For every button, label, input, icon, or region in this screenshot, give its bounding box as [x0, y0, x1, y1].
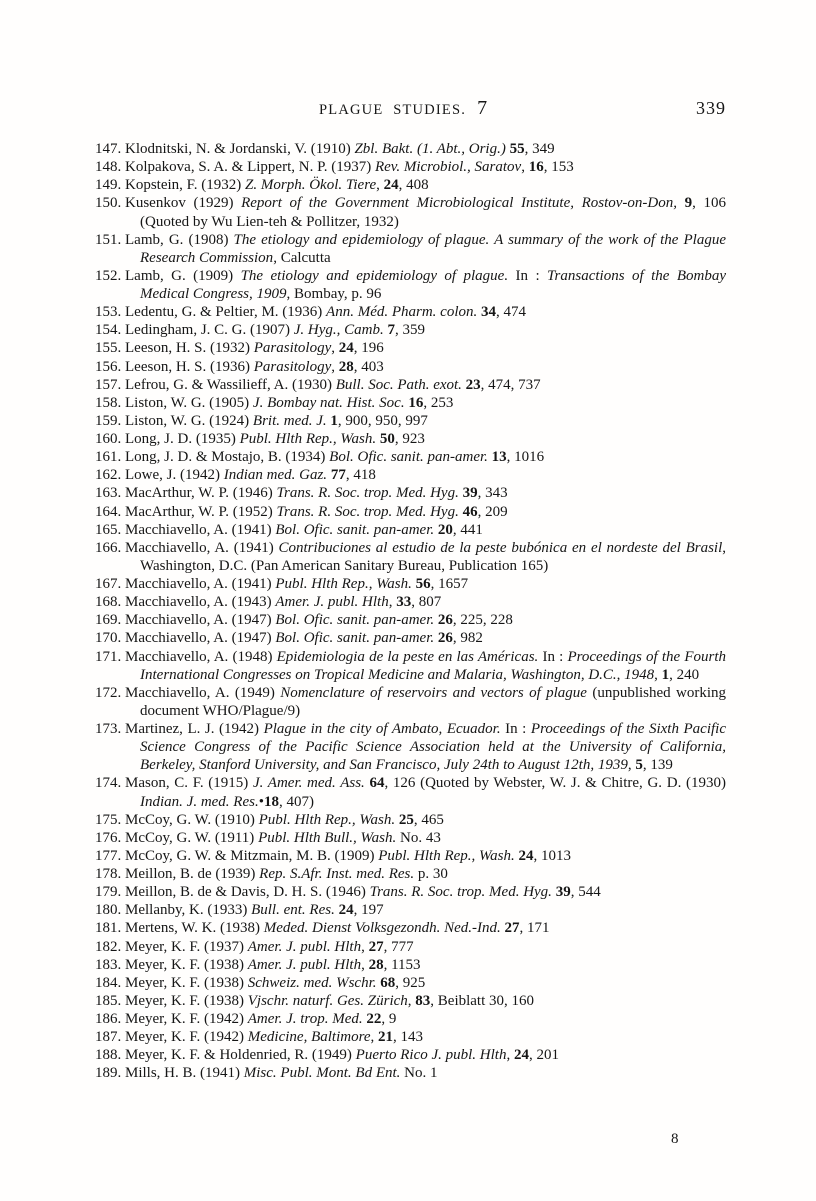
- reference-text-segment: , 9: [381, 1011, 397, 1027]
- reference-text-segment: Meyer, K. F. (1937): [125, 938, 248, 955]
- reference-text-segment: 39: [462, 485, 478, 502]
- reference-text-segment: ,: [370, 1029, 379, 1046]
- reference-text-segment: Indian. J. med. Res.: [140, 793, 259, 810]
- reference-item: [95, 684, 726, 720]
- reference-item: [95, 376, 726, 394]
- reference-text-segment: McCoy, G. W. (1911): [125, 829, 259, 846]
- reference-text-segment: No. 43: [396, 829, 441, 846]
- reference-text-segment: , Beiblatt 30, 160: [430, 992, 535, 1009]
- reference-number: 152.: [95, 267, 122, 284]
- reference-text-segment: Schweiz. med. Wschr.: [247, 974, 381, 991]
- reference-text-segment: , 106 (Quoted by Wu Lien-teh & Pollitzer, 1932): [140, 195, 726, 230]
- reference-number: 170.: [95, 630, 122, 647]
- running-title: [319, 98, 487, 120]
- reference-text-segment: Meyer, K. F. (1938): [125, 974, 248, 991]
- page-header: [95, 98, 726, 122]
- reference-text-segment: Ann. Méd. Pharm. colon.: [326, 304, 482, 321]
- reference-text-segment: , 126 (Quoted by Webster, W. J. & Chitre, G. D. (1930): [384, 775, 726, 792]
- reference-text-segment: Misc. Publ. Mont. Bd Ent.: [243, 1065, 401, 1082]
- reference-number: 180.: [95, 902, 122, 919]
- reference-item: [95, 140, 726, 158]
- part-number: 7: [477, 97, 488, 119]
- reference-text-segment: 21: [378, 1029, 394, 1046]
- reference-item: [95, 412, 726, 430]
- reference-number: 148.: [95, 159, 122, 176]
- reference-text-segment: MacArthur, W. P. (1952): [125, 503, 277, 520]
- reference-text-segment: Kolpakova, S. A. & Lippert, N. P. (1937): [125, 159, 375, 176]
- reference-item: [95, 539, 726, 575]
- reference-text-segment: J. Bombay nat. Hist. Soc.: [252, 394, 409, 411]
- reference-text-segment: 22: [366, 1011, 382, 1027]
- reference-text-segment: Liston, W. G. (1924): [125, 412, 253, 429]
- reference-text-segment: 18: [263, 793, 279, 810]
- reference-text-segment: Leeson, H. S. (1936): [125, 358, 254, 375]
- reference-text-segment: 1: [661, 666, 670, 683]
- reference-item: [95, 919, 726, 937]
- reference-text-segment: 33: [396, 594, 412, 611]
- reference-number: 181.: [95, 920, 122, 937]
- reference-text-segment: Macchiavello, A. (1941): [125, 521, 276, 538]
- reference-item: [95, 430, 726, 448]
- reference-text-segment: Meyer, K. F. (1938): [125, 956, 248, 973]
- reference-text-segment: , 923: [394, 431, 425, 447]
- reference-text-segment: 34: [481, 304, 497, 321]
- reference-text-segment: Long, J. D. (1935): [125, 431, 240, 447]
- reference-text-segment: Lefrou, G. & Wassilieff, A. (1930): [125, 376, 336, 393]
- reference-text-segment: 24: [518, 847, 534, 864]
- reference-item: [95, 575, 726, 593]
- reference-text-segment: Brit. med. J.: [252, 412, 331, 429]
- reference-text-segment: Z. Morph. Ökol. Tiere: [245, 177, 377, 194]
- reference-text-segment: , 196: [353, 340, 384, 357]
- reference-text-segment: Meillon, B. de & Davis, D. H. S. (1946): [125, 884, 370, 901]
- reference-text-segment: Bol. Ofic. sanit. pan-amer.: [329, 449, 492, 466]
- reference-text-segment: Kopstein, F. (1932): [125, 177, 246, 194]
- reference-text-segment: 26: [437, 612, 453, 629]
- reference-number: 158.: [95, 394, 122, 411]
- reference-text-segment: 23: [465, 376, 481, 393]
- reference-item: [95, 1046, 726, 1064]
- reference-text-segment: 16: [408, 394, 424, 411]
- reference-number: 161.: [95, 449, 122, 466]
- reference-number: 175.: [95, 811, 122, 828]
- reference-text-segment: 39: [555, 884, 571, 901]
- reference-list: [95, 140, 726, 1083]
- reference-text-segment: ,: [407, 992, 416, 1009]
- reference-number: 147.: [95, 141, 122, 157]
- reference-text-segment: Bull. ent. Res.: [251, 902, 339, 919]
- reference-item: [95, 466, 726, 484]
- reference-text-segment: Mason, C. F. (1915): [125, 775, 253, 792]
- reference-text-segment: Amer. J. publ. Hlth: [247, 956, 362, 973]
- reference-item: [95, 901, 726, 919]
- running-title-text: PLAGUE STUDIES.: [319, 102, 467, 118]
- reference-text-segment: Report of the Government Microbiological Institute, Rostov-on-Don,: [241, 195, 685, 212]
- reference-text-segment: 28: [338, 358, 354, 375]
- reference-text-segment: Medicine, Baltimore: [247, 1029, 371, 1046]
- reference-text-segment: Contribuciones al estudio de la peste bubónica en el nordeste del Brasil: [278, 539, 723, 556]
- reference-number: 167.: [95, 576, 122, 592]
- reference-text-segment: 28: [368, 956, 384, 973]
- reference-text-segment: ,: [388, 594, 397, 611]
- reference-text-segment: , 1657: [430, 576, 469, 592]
- reference-text-segment: , 544: [570, 884, 601, 901]
- reference-item: [95, 629, 726, 647]
- reference-text-segment: Liston, W. G. (1905): [125, 394, 253, 411]
- reference-text-segment: Mertens, W. K. (1938): [125, 920, 264, 937]
- reference-text-segment: , 197: [353, 902, 384, 919]
- reference-text-segment: , 408: [398, 177, 429, 194]
- reference-text-segment: Trans. R. Soc. trop. Med. Hyg.: [276, 485, 463, 502]
- reference-text-segment: ,: [627, 757, 636, 774]
- reference-number: 157.: [95, 376, 122, 393]
- reference-number: 173.: [95, 721, 122, 737]
- reference-text-segment: 77: [330, 467, 346, 484]
- reference-item: [95, 267, 726, 303]
- reference-item: [95, 883, 726, 901]
- reference-number: 162.: [95, 467, 122, 484]
- reference-text-segment: 26: [437, 630, 453, 647]
- reference-text-segment: , 225, 228: [452, 612, 513, 629]
- reference-number: 177.: [95, 847, 122, 864]
- reference-text-segment: , 240: [669, 666, 700, 683]
- reference-text-segment: 25: [398, 811, 414, 828]
- reference-text-segment: Transactions of the Bombay Medical Congress, 1909: [140, 267, 726, 302]
- reference-text-segment: Macchiavello, A. (1943): [125, 594, 276, 611]
- reference-number: 184.: [95, 974, 122, 991]
- reference-text-segment: Bull. Soc. Path. exot.: [335, 376, 466, 393]
- reference-text-segment: Bol. Ofic. sanit. pan-amer.: [275, 630, 438, 647]
- reference-text-segment: 46: [462, 503, 478, 520]
- reference-text-segment: Amer. J. publ. Hlth: [275, 594, 389, 611]
- reference-text-segment: , 1153: [383, 956, 421, 973]
- reference-item: [95, 303, 726, 321]
- reference-text-segment: Macchiavello, A. (1948): [125, 648, 277, 665]
- reference-text-segment: 24: [383, 177, 399, 194]
- reference-item: [95, 720, 726, 774]
- reference-text-segment: , 441: [452, 521, 483, 538]
- reference-text-segment: , Calcutta: [273, 249, 331, 266]
- reference-number: 178.: [95, 866, 122, 882]
- reference-number: 149.: [95, 177, 122, 194]
- reference-number: 155.: [95, 340, 122, 357]
- reference-text-segment: 68: [380, 974, 396, 991]
- reference-item: [95, 521, 726, 539]
- reference-text-segment: Trans. R. Soc. trop. Med. Hyg.: [276, 503, 463, 520]
- reference-text-segment: 1: [330, 412, 338, 429]
- reference-item: [95, 1010, 726, 1028]
- reference-item: [95, 593, 726, 611]
- reference-number: 179.: [95, 884, 122, 901]
- reference-text-segment: 24: [338, 902, 354, 919]
- reference-text-segment: Long, J. D. & Mostajo, B. (1934): [125, 449, 330, 466]
- reference-text-segment: (unpublished working document WHO/Plague/9): [140, 684, 726, 719]
- reference-text-segment: In :: [515, 267, 548, 284]
- reference-text-segment: 64: [369, 775, 385, 792]
- reference-text-segment: Lowe, J. (1942): [125, 467, 224, 484]
- reference-item: [95, 321, 726, 339]
- reference-text-segment: , 900, 950, 997: [337, 412, 428, 429]
- reference-number: 186.: [95, 1011, 122, 1027]
- reference-text-segment: ,: [506, 1047, 514, 1064]
- reference-text-segment: Ledentu, G. & Peltier, M. (1936): [125, 304, 327, 321]
- reference-text-segment: Bol. Ofic. sanit. pan-amer.: [275, 612, 438, 629]
- reference-text-segment: , 139: [642, 757, 673, 774]
- reference-text-segment: Publ. Hlth Rep., Wash.: [275, 576, 416, 592]
- reference-number: 169.: [95, 612, 122, 629]
- reference-text-segment: Amer. J. publ. Hlth: [247, 938, 362, 955]
- reference-text-segment: 7: [387, 322, 395, 339]
- reference-text-segment: , 465: [413, 811, 444, 828]
- reference-text-segment: Lamb, G. (1908): [125, 231, 234, 248]
- reference-text-segment: Macchiavello, A. (1949): [125, 684, 281, 701]
- reference-number: 185.: [95, 992, 122, 1009]
- reference-text-segment: , 209: [477, 503, 508, 520]
- reference-text-segment: , 171: [519, 920, 550, 937]
- reference-text-segment: 27: [368, 938, 384, 955]
- reference-text-segment: Lamb, G. (1909): [125, 267, 241, 284]
- reference-text-segment: Nomenclature of reservoirs and vectors of plague: [280, 684, 587, 701]
- reference-text-segment: ,: [521, 159, 529, 176]
- reference-text-segment: , 418: [345, 467, 376, 484]
- reference-text-segment: Publ. Hlth Bull., Wash.: [258, 829, 397, 846]
- reference-text-segment: Puerto Rico J. publ. Hlth: [355, 1047, 507, 1064]
- reference-item: [95, 1028, 726, 1046]
- reference-text-segment: , 253: [423, 394, 454, 411]
- reference-text-segment: , Bombay, p. 96: [286, 286, 382, 302]
- reference-item: [95, 974, 726, 992]
- reference-text-segment: Proceedings of the Fourth International Congresses on Tropical Medicine and Malaria, Washington, D.C., 1948: [140, 648, 726, 683]
- reference-text-segment: , 807: [411, 594, 442, 611]
- reference-text-segment: 20: [437, 521, 453, 538]
- reference-item: [95, 339, 726, 357]
- reference-text-segment: 24: [513, 1047, 529, 1064]
- reference-text-segment: ,: [331, 340, 339, 357]
- reference-text-segment: Martinez, L. J. (1942): [125, 721, 264, 737]
- reference-text-segment: No. 1: [400, 1065, 438, 1082]
- reference-text-segment: , 143: [393, 1029, 424, 1046]
- reference-text-segment: 83: [415, 992, 431, 1009]
- reference-number: 176.: [95, 829, 122, 846]
- reference-text-segment: , 359: [394, 322, 425, 339]
- reference-text-segment: J. Hyg., Camb.: [293, 322, 388, 339]
- reference-number: 156.: [95, 358, 122, 375]
- reference-text-segment: Trans. R. Soc. trop. Med. Hyg.: [369, 884, 556, 901]
- reference-item: [95, 811, 726, 829]
- reference-number: 187.: [95, 1029, 122, 1046]
- reference-text-segment: •: [258, 793, 264, 810]
- reference-text-segment: , Washington, D.C. (Pan American Sanitary Bureau, Publication 165): [140, 539, 726, 574]
- reference-text-segment: ,: [361, 956, 369, 973]
- reference-text-segment: Parasitology: [253, 358, 332, 375]
- reference-number: 166.: [95, 539, 122, 556]
- reference-text-segment: , 343: [477, 485, 508, 502]
- reference-number: 150.: [95, 195, 122, 212]
- reference-item: [95, 611, 726, 629]
- reference-number: 189.: [95, 1065, 122, 1082]
- reference-text-segment: , 474, 737: [480, 376, 541, 393]
- reference-text-segment: 55: [509, 141, 525, 157]
- reference-item: [95, 394, 726, 412]
- reference-number: 163.: [95, 485, 122, 502]
- reference-text-segment: , 925: [395, 974, 426, 991]
- reference-text-segment: Rev. Microbiol., Saratov: [374, 159, 522, 176]
- reference-text-segment: , 403: [353, 358, 384, 375]
- reference-item: [95, 358, 726, 376]
- reference-text-segment: Epidemiologia de la peste en las Américas.: [276, 648, 543, 665]
- reference-text-segment: Publ. Hlth Rep., Wash.: [239, 431, 380, 447]
- reference-text-segment: Bol. Ofic. sanit. pan-amer.: [275, 521, 438, 538]
- reference-text-segment: , 982: [452, 630, 483, 647]
- reference-text-segment: 50: [379, 431, 395, 447]
- reference-number: 154.: [95, 322, 122, 339]
- reference-text-segment: Parasitology: [253, 340, 332, 357]
- reference-text-segment: Meded. Dienst Volksgezondh. Ned.-Ind.: [263, 920, 505, 937]
- reference-text-segment: Macchiavello, A. (1941): [125, 539, 279, 556]
- reference-text-segment: Meillon, B. de (1939): [125, 866, 260, 882]
- reference-text-segment: Ledingham, J. C. G. (1907): [125, 322, 294, 339]
- reference-number: 159.: [95, 412, 122, 429]
- reference-number: 183.: [95, 956, 122, 973]
- reference-text-segment: The etiology and epidemiology of plague. A summary of the work of the Plague Research Commission: [140, 231, 726, 266]
- reference-text-segment: , 474: [496, 304, 527, 321]
- reference-text-segment: Leeson, H. S. (1932): [125, 340, 254, 357]
- reference-text-segment: ,: [361, 938, 369, 955]
- reference-text-segment: Publ. Hlth Rep., Wash.: [378, 847, 519, 864]
- reference-item: [95, 194, 726, 230]
- reference-number: 188.: [95, 1047, 122, 1064]
- reference-text-segment: ,: [654, 666, 662, 683]
- reference-item: [95, 158, 726, 176]
- reference-text-segment: McCoy, G. W. & Mitzmain, M. B. (1909): [125, 847, 379, 864]
- reference-text-segment: Meyer, K. F. (1942): [125, 1011, 248, 1027]
- reference-item: [95, 847, 726, 865]
- reference-item: [95, 938, 726, 956]
- reference-text-segment: Macchiavello, A. (1941): [125, 576, 276, 592]
- reference-text-segment: 16: [528, 159, 544, 176]
- reference-number: 164.: [95, 503, 122, 520]
- reference-number: 171.: [95, 648, 122, 665]
- reference-text-segment: Plague in the city of Ambato, Ecuador.: [263, 721, 506, 737]
- reference-item: [95, 774, 726, 810]
- reference-text-segment: Publ. Hlth Rep., Wash.: [258, 811, 399, 828]
- reference-item: [95, 176, 726, 194]
- reference-text-segment: 13: [491, 449, 507, 466]
- reference-item: [95, 503, 726, 521]
- reference-number: 160.: [95, 431, 122, 447]
- reference-text-segment: J. Amer. med. Ass.: [252, 775, 370, 792]
- reference-text-segment: 24: [338, 340, 354, 357]
- reference-text-segment: McCoy, G. W. (1910): [125, 811, 259, 828]
- reference-text-segment: In :: [505, 721, 531, 737]
- reference-text-segment: 9: [684, 195, 693, 212]
- reference-text-segment: Meyer, K. F. & Holdenried, R. (1949): [125, 1047, 356, 1064]
- reference-item: [95, 231, 726, 267]
- reference-number: 182.: [95, 938, 122, 955]
- reference-text-segment: Macchiavello, A. (1947): [125, 612, 276, 629]
- reference-item: [95, 956, 726, 974]
- reference-text-segment: Indian med. Gaz.: [223, 467, 331, 484]
- reference-text-segment: The etiology and epidemiology of plague.: [240, 267, 516, 284]
- reference-text-segment: Amer. J. trop. Med.: [247, 1011, 367, 1027]
- reference-text-segment: Klodnitski, N. & Jordanski, V. (1910): [125, 141, 355, 157]
- reference-text-segment: MacArthur, W. P. (1946): [125, 485, 277, 502]
- reference-text-segment: 56: [415, 576, 431, 592]
- reference-text-segment: , 777: [383, 938, 414, 955]
- reference-item: [95, 865, 726, 883]
- reference-text-segment: Kusenkov (1929): [125, 195, 242, 212]
- signature-mark: 8: [671, 1131, 679, 1147]
- reference-item: [95, 448, 726, 466]
- reference-text-segment: 27: [504, 920, 520, 937]
- reference-text-segment: , 349: [524, 141, 555, 157]
- reference-text-segment: Mills, H. B. (1941): [125, 1065, 244, 1082]
- reference-text-segment: Rep. S.Afr. Inst. med. Res.: [259, 866, 415, 882]
- reference-text-segment: Meyer, K. F. (1938): [125, 992, 248, 1009]
- reference-text-segment: Meyer, K. F. (1942): [125, 1029, 248, 1046]
- reference-text-segment: Macchiavello, A. (1947): [125, 630, 276, 647]
- reference-text-segment: p. 30: [414, 866, 448, 882]
- reference-text-segment: , 1013: [533, 847, 571, 864]
- reference-text-segment: , 407): [278, 793, 314, 810]
- reference-text-segment: Proceedings of the Sixth Pacific Science Congress of the Pacific Science Association held at the University of California, Berkeley, Stanford University, and San Francisco, July 24th to August 12th, 1939: [140, 721, 726, 774]
- reference-number: 174.: [95, 775, 122, 792]
- reference-text-segment: Vjschr. naturf. Ges. Zürich: [247, 992, 408, 1009]
- reference-text-segment: , 201: [528, 1047, 559, 1064]
- reference-item: [95, 1064, 726, 1082]
- reference-item: [95, 484, 726, 502]
- reference-text-segment: In :: [542, 648, 568, 665]
- reference-number: 153.: [95, 304, 122, 321]
- reference-number: 151.: [95, 231, 122, 248]
- reference-text-segment: , 153: [543, 159, 574, 176]
- reference-text-segment: Zbl. Bakt. (1. Abt., Orig.): [354, 141, 510, 157]
- reference-number: 168.: [95, 594, 122, 611]
- reference-number: 165.: [95, 521, 122, 538]
- reference-text-segment: , 1016: [506, 449, 545, 466]
- reference-item: [95, 829, 726, 847]
- reference-text-segment: ,: [331, 358, 339, 375]
- page-number: 339: [696, 98, 726, 118]
- reference-text-segment: 5: [635, 757, 643, 774]
- reference-item: [95, 648, 726, 684]
- reference-text-segment: Mellanby, K. (1933): [125, 902, 252, 919]
- reference-text-segment: ,: [376, 177, 384, 194]
- reference-item: [95, 992, 726, 1010]
- reference-number: 172.: [95, 684, 122, 701]
